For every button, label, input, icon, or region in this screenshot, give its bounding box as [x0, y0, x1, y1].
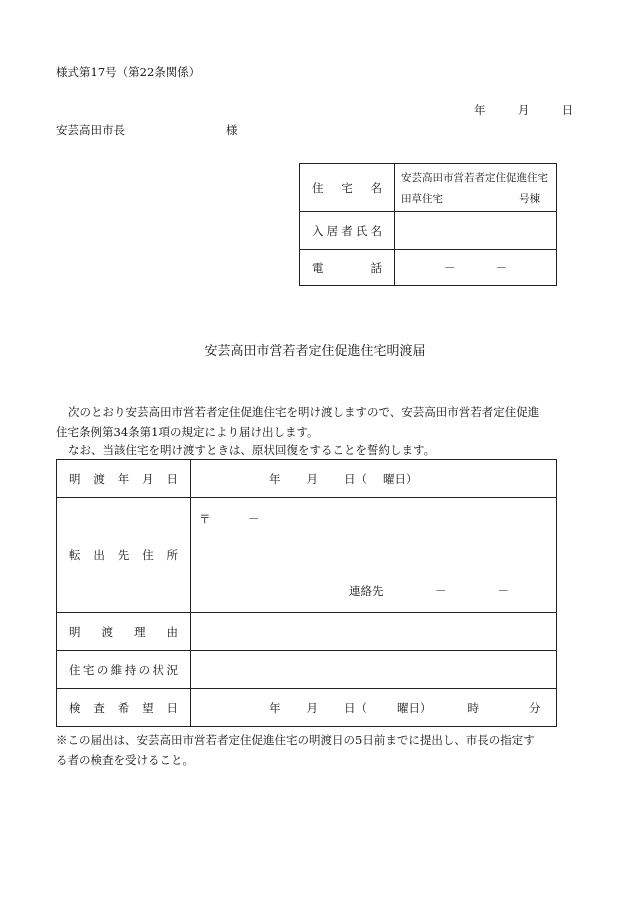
body-text: [56, 402, 558, 458]
reason-label: 明 渡 理 由: [57, 613, 191, 651]
tenant-name-field[interactable]: [395, 212, 557, 250]
addressee-name: 安芸高田市長: [56, 123, 125, 137]
contact-label: 連絡先: [349, 584, 384, 598]
body-line2: 住宅条例第34条第1項の規定により届け出します。: [56, 425, 319, 439]
footnote: [56, 730, 558, 770]
condition-label: 住 宅 の 維 持 の 状 況: [57, 651, 191, 689]
condition-field[interactable]: [191, 651, 557, 689]
date-day: 日: [561, 103, 574, 117]
postal-mark: 〒: [199, 512, 211, 526]
body-line3: なお、当該住宅を明け渡すときは、原状回復をすることを誓約します。: [68, 443, 436, 457]
building-suffix: 号棟: [519, 192, 540, 205]
addressee-honorific: 様: [226, 123, 238, 137]
postal-dash: －: [247, 512, 260, 526]
postal-code: [199, 511, 259, 527]
footnote-line1: ※この届出は、安芸高田市営若者定住促進住宅の明渡日の5日前までに提出し、市長の指定す: [56, 733, 535, 747]
vacate-date-label: 明 渡 年 月 日: [57, 460, 191, 498]
reason-field[interactable]: [191, 613, 557, 651]
form-number: 様式第17号（第22条関係）: [56, 65, 201, 79]
contact-dash-2: －: [497, 584, 510, 598]
vacate-date-field[interactable]: 年 月 日（ 曜日）: [191, 460, 557, 498]
date-month: 月: [517, 103, 530, 117]
date-year: 年: [474, 103, 486, 117]
phone-label: 電 話: [300, 250, 395, 286]
body-line1: 次のとおり安芸高田市営若者定住促進住宅を明け渡しますので、安芸高田市営若者定住促進: [68, 405, 540, 419]
footnote-line2: る者の検査を受けること。: [56, 753, 194, 767]
housing-value-line1: 安芸高田市営若者定住促進住宅: [401, 171, 548, 184]
inspection-date-field[interactable]: 年 月 日（ 曜日） 時 分: [191, 689, 557, 727]
new-address-label: 転 出 先 住 所: [57, 498, 191, 613]
contact-dash-1: －: [434, 584, 447, 598]
date-line: [474, 104, 573, 118]
main-table: [56, 459, 557, 727]
phone-dash-1: －: [444, 260, 456, 275]
phone-field[interactable]: [395, 250, 557, 286]
applicant-table: [299, 163, 557, 286]
tenant-label: 入 居 者 氏 名: [300, 212, 395, 250]
inspection-date-label: 検 査 希 望 日: [57, 689, 191, 727]
phone-dash-2: －: [495, 260, 507, 275]
page-title: 安芸高田市営若者定住促進住宅明渡届: [204, 344, 426, 359]
housing-value[interactable]: [395, 164, 557, 212]
housing-label: 住 宅 名: [300, 164, 395, 212]
housing-value-line2: 田草住宅: [401, 192, 443, 205]
contact-line: [349, 583, 509, 599]
new-address-field[interactable]: [191, 498, 557, 613]
